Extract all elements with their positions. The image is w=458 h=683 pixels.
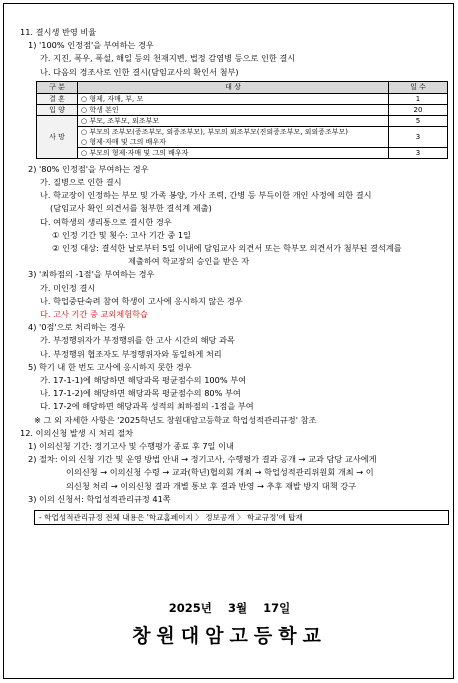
s12-item-2: 2) 절차: 이의 신청 기간 및 운영 방법 안내 → 정기고사, 수행평가 결과 공개 → 교과 담당 교사에게 [28,454,377,465]
s11-item-2c-2: ② 인정 대상: 결석한 날로부터 5일 이내에 담임교사 의견서 또는 학부모 의견서가 첨부된 결석계를 [52,243,402,254]
table-row: 입 양 ○ 학생 본인 20 [37,104,448,115]
s11-item-2c: 다. 여학생의 생리통으로 결시한 경우 [40,216,172,227]
s11-item-2c-1: ① 인정 기간 및 횟수: 고사 기간 중 1일 [52,229,191,240]
table-header-days: 일 수 [389,81,448,93]
s11-item-2: 2) '80% 인정점'을 부여하는 경우 [28,163,149,174]
s11-item-1a: 가. 지진, 폭우, 폭설, 해일 등의 천재지변, 법정 감염병 등으로 인한 결시 [40,53,296,64]
s12-item-2-cont1: 이의신청 → 이의신청 수령 → 교과(학년)협의회 개최 → 학업성적관리위원회 개최 → 이 [66,467,374,478]
table-row: 사 망 ○ 부모, 조부모, 외조부모 5 [37,115,448,126]
s11-item-1: 1) '100% 인정점'을 부여하는 경우 [28,40,154,51]
s11-item-5: 5) 학기 내 한 번도 고사에 응시하지 못한 경우 [28,361,192,372]
s11-item-3: 3) '최하점의 -1점'을 부여하는 경우 [28,269,155,280]
s11-reference-note: ※ 그 외 자세한 사항은 '2025학년도 창원대암고등학교 학업성적관리규정' 참조 [34,414,317,425]
date-year: 2025년 [168,601,212,615]
s11-item-2a: 가. 질병으로 인한 결시 [40,177,122,188]
s11-item-4b: 나. 부정행위 협조자도 부정행위자와 동일하게 처리 [40,348,222,359]
table-row: 결 혼 ○ 형제, 자매, 부, 모 1 [37,93,448,104]
table-row: ○ 부모의 형제·자매 및 그의 배우자 3 [37,147,448,158]
s11-item-5c: 다. 17-2에 해당하면 해당과목 성적의 최하점의 -1점을 부여 [40,401,254,412]
s12-item-1: 1) 이의신청 기간: 정기고사 및 수행평가 종료 후 7일 이내 [28,441,234,452]
s11-item-4a: 가. 부정행위자가 부정행위를 한 고사 시간의 해당 과목 [40,335,235,346]
s11-item-3b: 나. 학업중단숙려 참여 학생이 고사에 응시하지 않은 경우 [40,295,243,306]
document-page [3,3,454,679]
section-12-title: 12. 이의신청 발생 시 처리 절차 [20,427,134,438]
date-day: 17일 [263,601,291,615]
document-date [4,600,455,616]
s11-item-3c-highlight: 다. 고사 기간 중 교외체험학습 [40,309,148,320]
date-month: 3월 [227,601,248,615]
family-event-table [36,81,448,159]
homepage-notice-text: - 학업성적관리규정 전체 내용은 '학교홈페이지 〉 정보공개 〉 학교규정'에 탑재 [39,513,303,523]
homepage-notice-box [34,510,449,525]
s11-item-5b: 나. 17-1-2)에 해당하면 해당과목 평균점수의 80% 부여 [40,388,241,399]
document-content [20,26,448,525]
section-11-title: 11. 결시생 반영 비율 [20,27,97,37]
table-header-category: 구 분 [37,81,78,93]
s11-item-1b: 나. 다음의 경조사로 인한 결시(담임교사의 확인서 첨부) [40,66,239,77]
s11-item-2c-2-cont: 제출하여 학교장의 승인을 받은 자 [128,256,250,267]
s11-item-5a: 가. 17-1-1)에 해당하면 해당과목 평균점수의 100% 부여 [40,375,247,386]
s11-item-4: 4) '0점'으로 처리하는 경우 [28,322,126,333]
s11-item-2b-cont: (담임교사 확인 의견서를 첨부한 결석계 제출) [50,203,212,214]
table-row: ○ 부모의 조부모(증조부모, 외증조부모), 부모의 외조부모(진외증조부모, 외외증조부모) ○ 형제·자매 및 그의 배우자 3 [37,126,448,147]
school-name: 창원대암고등학교 [132,625,327,647]
table-header-target: 대 상 [78,81,389,93]
s12-item-2-cont2: 의신청 처리 → 이의신청 결과 개별 통보 후 결과 반영 → 추후 재발 방지 대책 강구 [66,480,357,491]
s12-item-3: 3) 이의 신청서: 학업성적관리규정 41쪽 [28,493,171,504]
s11-item-2b: 나. 학교장이 인정하는 부모 및 가족 봉양, 가사 조력, 간병 등 부득이한 개인 사정에 의한 결시 [40,190,372,201]
s11-item-3a: 가. 미인정 결시 [40,282,96,293]
